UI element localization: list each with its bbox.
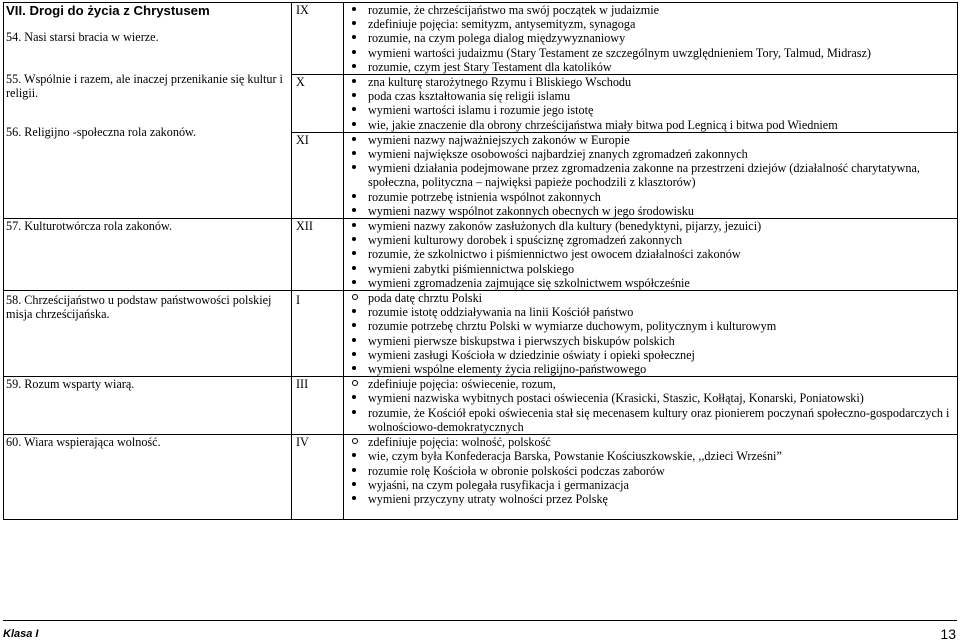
list-item: rozumie rolę Kościoła w obronie polskości podczas zaborów	[346, 464, 955, 478]
topic-title: 57. Kulturotwórcza rola zakonów.	[6, 219, 173, 234]
requirements-list	[346, 133, 955, 218]
list-item: rozumie, czym jest Stary Testament dla katolików	[346, 60, 955, 74]
lesson-number-cell	[292, 132, 344, 218]
topic-cell	[4, 377, 292, 435]
lesson-number: X	[296, 75, 305, 90]
list-item: wymieni największe osobowości najbardziej znanych zgromadzeń zakonnych	[346, 147, 955, 161]
table-row	[4, 3, 958, 75]
list-item: wymieni nazwy wspólnot zakonnych obecnych w jego środowisku	[346, 204, 955, 218]
footer-class-label: Klasa I	[3, 628, 39, 640]
topic-cell	[4, 219, 292, 291]
requirements-cell	[344, 219, 958, 291]
list-item: rozumie, że Kościół epoki oświecenia stał się mecenasem kultury oraz pionierem poczynań społeczno-gospodarczych i wolnościowo-demokratycznych	[346, 406, 955, 434]
topic-title: 54. Nasi starsi bracia w wierze.	[6, 30, 159, 44]
table-row	[4, 435, 958, 520]
requirements-list	[346, 219, 955, 290]
topic-cell	[4, 3, 292, 219]
list-item: zna kulturę starożytnego Rzymu i Bliskiego Wschodu	[346, 75, 955, 89]
requirements-list	[346, 449, 955, 506]
topic-cell	[4, 291, 292, 377]
list-item: rozumie, na czym polega dialog międzywyznaniowy	[346, 31, 955, 45]
list-item: zdefiniuje pojęcia: oświecenie, rozum,	[346, 377, 955, 391]
topic-title: 60. Wiara wspierająca wolność.	[6, 435, 161, 450]
lesson-number-cell	[292, 75, 344, 133]
lesson-number-cell	[292, 291, 344, 377]
requirements-list	[346, 377, 955, 391]
list-item: rozumie istotę oddziaływania na linii Kościół państwo	[346, 305, 955, 319]
list-item: wyjaśni, na czym polegała rusyfikacja i germanizacja	[346, 478, 955, 492]
requirements-cell	[344, 435, 958, 520]
requirements-list	[346, 291, 955, 305]
requirements-cell	[344, 75, 958, 133]
topic-title: 56. Religijno -społeczna rola zakonów.	[6, 124, 197, 139]
topic-title: 55. Wspólnie i razem, ale inaczej przenikanie się kultur i religii.	[6, 72, 283, 101]
list-item: rozumie potrzebę istnienia wspólnot zakonnych	[346, 190, 955, 204]
list-item: wymieni nazwy najważniejszych zakonów w Europie	[346, 133, 955, 147]
curriculum-table	[3, 2, 958, 520]
lesson-number: XI	[296, 132, 309, 147]
lesson-number: IV	[296, 435, 309, 450]
list-item: wymieni wartości judaizmu (Stary Testament ze szczególnym uwzględnieniem Tory, Talmud, Midrasz)	[346, 46, 955, 60]
lesson-number-cell	[292, 435, 344, 520]
list-item: rozumie, że szkolnictwo i piśmiennictwo jest owocem działalności zakonów	[346, 247, 955, 261]
table-row	[4, 377, 958, 435]
list-item: wymieni nazwiska wybitnych postaci oświecenia (Krasicki, Staszic, Kołłątaj, Konarski, Poniatowski)	[346, 391, 955, 405]
requirements-cell	[344, 291, 958, 377]
list-item: wymieni kulturowy dorobek i spuściznę zgromadzeń zakonnych	[346, 233, 955, 247]
requirements-list	[346, 391, 955, 434]
list-item: wymieni pierwsze biskupstwa i pierwszych biskupów polskich	[346, 334, 955, 348]
section-title: VII. Drogi do życia z Chrystusem	[6, 3, 210, 18]
topic-cell	[4, 435, 292, 520]
lesson-number-cell	[292, 377, 344, 435]
table-row	[4, 291, 958, 377]
lesson-number-cell	[292, 219, 344, 291]
list-item: wymieni działania podejmowane przez zgromadzenia zakonne na przestrzeni dziejów (działalność charytatywna, społeczna, polityczna – najwięksi papieże pochodzili z klasztorów)	[346, 161, 955, 189]
requirements-list	[346, 305, 955, 376]
list-item: wymieni przyczyny utraty wolności przez Polskę	[346, 492, 955, 506]
lesson-number-cell	[292, 3, 344, 75]
lesson-number: I	[296, 293, 301, 308]
list-item: zdefiniuje pojęcia: semityzm, antysemityzm, synagoga	[346, 17, 955, 31]
list-item: wymieni wartości islamu i rozumie jego istotę	[346, 103, 955, 117]
page-number: 13	[940, 626, 956, 642]
table-row	[4, 219, 958, 291]
topic-title: 59. Rozum wsparty wiarą.	[6, 377, 135, 392]
list-item: wymieni nazwy zakonów zasłużonych dla kultury (benedyktyni, pijarzy, jezuici)	[346, 219, 955, 233]
list-item: wie, czym była Konfederacja Barska, Powstanie Kościuszkowskie, ,,dzieci Wrześni”	[346, 449, 955, 463]
list-item: poda datę chrztu Polski	[346, 291, 955, 305]
list-item: wymieni zasługi Kościoła w dziedzinie oświaty i opieki społecznej	[346, 348, 955, 362]
requirements-cell	[344, 132, 958, 218]
list-item: rozumie, że chrześcijaństwo ma swój początek w judaizmie	[346, 3, 955, 17]
list-item: wie, jakie znaczenie dla obrony chrześcijaństwa miały bitwa pod Legnicą i bitwa pod Wiedniem	[346, 118, 955, 132]
requirements-list	[346, 435, 955, 449]
list-item: wymieni wspólne elementy życia religijno-państwowego	[346, 362, 955, 376]
lesson-number: IX	[296, 3, 309, 17]
requirements-list	[346, 75, 955, 132]
lesson-number: III	[296, 377, 309, 392]
requirements-cell	[344, 377, 958, 435]
topic-title: 58. Chrześcijaństwo u podstaw państwowości polskiej misja chrześcijańska.	[6, 293, 272, 322]
lesson-number: XII	[296, 219, 313, 234]
footer-divider	[3, 620, 957, 621]
list-item: wymieni zabytki piśmiennictwa polskiego	[346, 262, 955, 276]
list-item: rozumie potrzebę chrztu Polski w wymiarze duchowym, politycznym i kulturowym	[346, 319, 955, 333]
list-item: wymieni zgromadzenia zajmujące się szkolnictwem współcześnie	[346, 276, 955, 290]
requirements-list	[346, 3, 955, 74]
requirements-cell	[344, 3, 958, 75]
list-item: poda czas kształtowania się religii islamu	[346, 89, 955, 103]
list-item: zdefiniuje pojęcia: wolność, polskość	[346, 435, 955, 449]
